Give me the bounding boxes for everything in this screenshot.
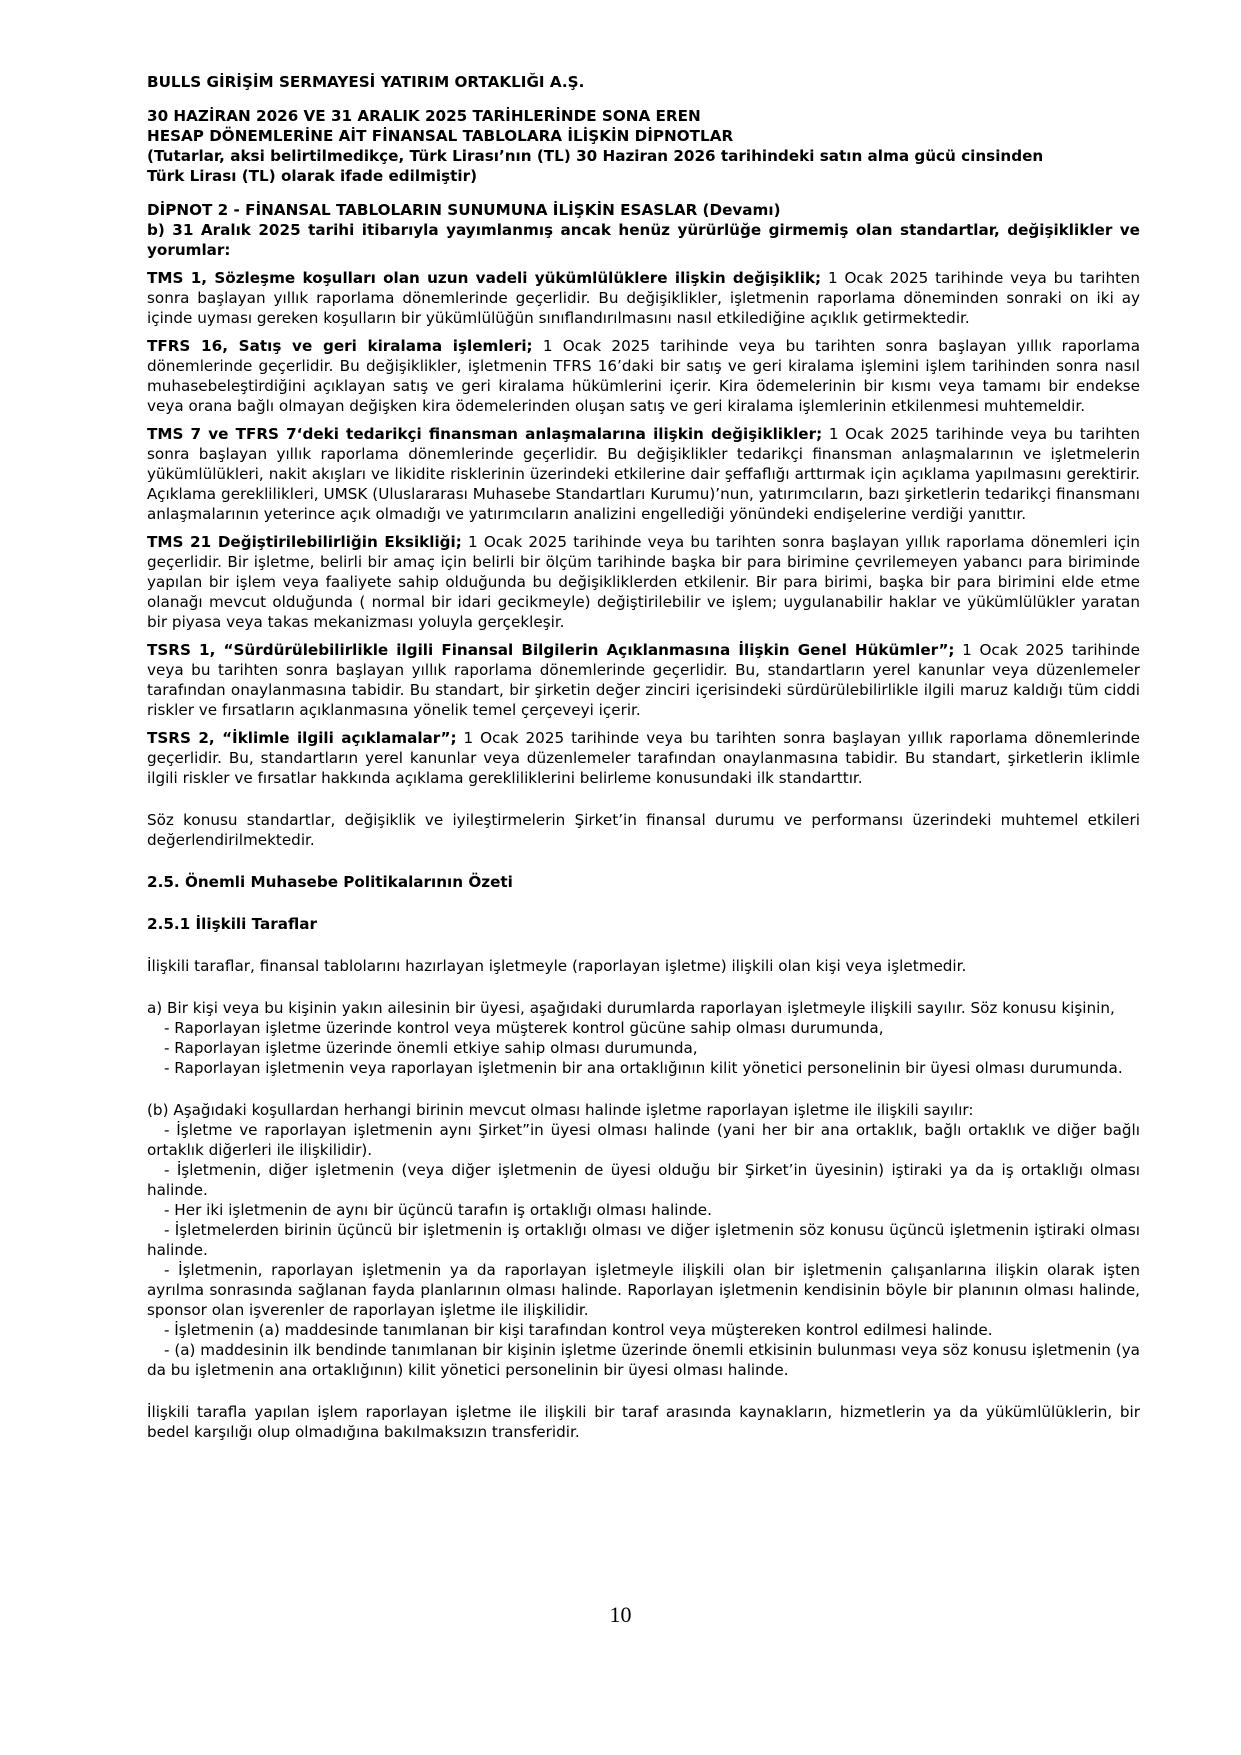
standard-item <box>147 268 1140 328</box>
standard-title: TSRS 2, “İklimle ilgili açıklamalar”; <box>147 729 457 747</box>
document-header <box>147 106 1140 186</box>
standard-title: TMS 7 ve TFRS 7‘deki tedarikçi finansman anlaşmalarına ilişkin değişiklikler; <box>147 425 823 443</box>
standard-item <box>147 424 1140 524</box>
note-title: DİPNOT 2 - FİNANSAL TABLOLARIN SUNUMUNA İLİŞKİN ESASLAR (Devamı) <box>147 201 781 219</box>
document-page <box>147 72 1140 1442</box>
standard-title: TFRS 16, Satış ve geri kiralama işlemleri; <box>147 337 533 355</box>
standard-text: 1 Ocak 2025 tarihinde veya bu tarihten sonra başlayan yıllık raporlama dönemlerinde geçerlidir. Bu değişiklikler, işletmenin raporlama döneminden sonraki on iki ay içinde uyması gereken koşulların bir yükümlülüğün sınıflandırılmasını nasıl etkilediğine açıklık getirmektedir. <box>147 269 1140 327</box>
header-line-2: HESAP DÖNEMLERİNE AİT FİNANSAL TABLOLARA İLİŞKİN DİPNOTLAR <box>147 127 734 145</box>
standard-text: 1 Ocak 2025 tarihinde veya bu tarihten sonra başlayan yıllık raporlama dönemlerinde geçerlidir. Bu, standartların yerel kanunlar veya düzenlemeler tarafından onaylanmasına tabidir. Bu standart, şirketlerin iklimle ilgili riskler ve fırsatlar hakkında açıklama gerekliliklerini belirleme konusundaki ilk standarttır. <box>147 729 1140 787</box>
clause-a-item: - Raporlayan işletme üzerinde kontrol veya müşterek kontrol gücüne sahip olması durumunda, <box>164 1019 884 1037</box>
standard-item <box>147 336 1140 416</box>
standard-item <box>147 728 1140 788</box>
header-line-1: 30 HAZİRAN 2026 VE 31 ARALIK 2025 TARİHLERİNDE SONA EREN <box>147 107 701 125</box>
related-parties-intro: İlişkili taraflar, finansal tablolarını hazırlayan işletmeyle (raporlayan işletme) ilişkili olan kişi veya işletmedir. <box>147 957 967 975</box>
section-2-5-heading: 2.5. Önemli Muhasebe Politikalarının Özeti <box>147 873 513 891</box>
standard-title: TMS 1, Sözleşme koşulları olan uzun vadeli yükümlülüklere ilişkin değişiklik; <box>147 269 822 287</box>
header-line-3: (Tutarlar, aksi belirtilmedikçe, Türk Lirası’nın (TL) 30 Haziran 2026 tarihindeki satın alma gücü cinsinden <box>147 147 1044 165</box>
standard-title: TSRS 1, “Sürdürülebilirlikle ilgili Finansal Bilgilerin Açıklanmasına İlişkin Genel Hükümler”; <box>147 641 955 659</box>
section-2-5-1-heading: 2.5.1 İlişkili Taraflar <box>147 915 318 933</box>
standard-text: 1 Ocak 2025 tarihinde veya bu tarihten sonra başlayan yıllık raporlama dönemleri için geçerlidir. Bir işletme, belirli bir amaç için belirli bir ölçüm tarihinde başka bir para birimine çevrilemeyen yabancı para biriminde yapılan bir işlem veya faaliyete sahip olduğunda bu değişikliklerden etkilenir. Bir para birimi, başka bir para birimini elde etme olanağı mevcut olduğunda ( normal bir idari gecikmeyle) değiştirilebilir ve işlem; uygulanabilir haklar ve yükümlülükler yaratan bir piyasa veya takas mekanizması yoluyla gerçekleşir. <box>147 533 1141 631</box>
related-party-transaction-definition: İlişkili tarafla yapılan işlem raporlayan işletme ile ilişkili bir taraf arasında kaynakların, hizmetlerin ya da yükümlülüklerin, bir bedel karşılığı olup olmadığına bakılmaksızın transferidir. <box>147 1403 1140 1441</box>
standard-title: TMS 21 Değiştirilebilirliğin Eksikliği; <box>147 533 462 551</box>
company-name: BULLS GİRİŞİM SERMAYESİ YATIRIM ORTAKLIĞI A.Ş. <box>147 73 585 91</box>
section-b-closing: Söz konusu standartlar, değişiklik ve iyileştirmelerin Şirket’in finansal durumu ve performansı üzerindeki muhtemel etkileri değerlendirilmektedir. <box>147 811 1140 849</box>
clause-b-text: (b) Aşağıdaki koşullardan herhangi birinin mevcut olması halinde işletme raporlayan işletme ile ilişkili sayılır: <box>147 1101 974 1119</box>
clause-a-item: - Raporlayan işletme üzerinde önemli etkiye sahip olması durumunda, <box>164 1039 698 1057</box>
standard-item <box>147 532 1140 632</box>
clause-a-text: a) Bir kişi veya bu kişinin yakın ailesinin bir üyesi, aşağıdaki durumlarda raporlayan işletmeyle ilişkili sayılır. Söz konusu kişinin, <box>147 999 1115 1017</box>
page-number: 10 <box>609 1602 632 1627</box>
clause-b-item: - İşletmenin, raporlayan işletmenin ya da raporlayan işletmeyle ilişkili olan bir işletmenin çalışanlarına ilişkin olarak işten ayrılma sonrasında sağlanan fayda planlarının olması halinde. Raporlayan işletmenin kendisinin böyle bir planının olması halinde, sponsor olan işverenler de raporlayan işletme ile ilişkilidir. <box>147 1261 1140 1319</box>
clause-b-item: - İşletmenin, diğer işletmenin (veya diğer işletmenin de üyesi olduğu bir Şirket’in üyesinin) iştiraki ya da iş ortaklığı olması halinde. <box>147 1161 1140 1199</box>
clause-a-item: - Raporlayan işletmenin veya raporlayan işletmenin bir ana ortaklığının kilit yönetici personelinin bir üyesi olması durumunda. <box>164 1059 1123 1077</box>
clause-b-item: - İşletmenin (a) maddesinde tanımlanan bir kişi tarafından kontrol veya müştereken kontrol edilmesi halinde. <box>164 1321 993 1339</box>
header-line-4: Türk Lirası (TL) olarak ifade edilmiştir) <box>147 167 478 185</box>
standard-text: 1 Ocak 2025 tarihinde veya bu tarihten sonra başlayan yıllık raporlama dönemlerinde geçerlidir. Bu değişiklikler tedarikçi finansman anlaşmalarının ve işletmelerin yükümlülükleri, nakit akışları ve likidite risklerinin üzerindeki etkilerine dair şeffaflığı arttırmak için açıklama yapılmasını gerektirir. Açıklama gereklilikleri, UMSK (Uluslararası Muhasebe Standartları Kurumu)’nun, yatırımcıların, bazı şirketlerin tedarikçi finansmanı anlaşmalarının yeterince açık olmadığı ve yatırımcıların analizini engellediği yönündeki endişelerine verdiği yanıttır. <box>147 425 1140 523</box>
clause-b-item: - İşletmelerden birinin üçüncü bir işletmenin iş ortaklığı olması ve diğer işletmenin söz konusu üçüncü işletmenin iştiraki olması halinde. <box>147 1221 1140 1259</box>
standard-item <box>147 640 1140 720</box>
clause-b-item: - İşletme ve raporlayan işletmenin aynı Şirket”in üyesi olması halinde (yani her bir ana ortaklık, bağlı ortaklık ve diğer bağlı ortaklık diğerleri ile ilişkilidir). <box>147 1121 1140 1159</box>
standard-text: 1 Ocak 2025 tarihinde veya bu tarihten sonra başlayan yıllık raporlama dönemlerinde geçerlidir. Bu değişiklikler, işletmenin TFRS 16’daki bir satış ve geri kiralama işlemini işlem tarihinden sonra nasıl muhasebeleştirdiğini açıklayan satış ve geri kiralama hükümlerini içerir. Kira ödemelerinin bir kısmı veya tamamı bir endekse veya orana bağlı olmayan değişken kira ödemelerinden oluşan satış ve geri kiralama işlemlerinin etkilenmesi muhtemeldir. <box>147 337 1140 415</box>
section-b-heading: b) 31 Aralık 2025 tarihi itibarıyla yayımlanmış ancak henüz yürürlüğe girmemiş olan standartlar, değişiklikler ve yorumlar: <box>147 221 1140 259</box>
clause-b-item: - Her iki işletmenin de aynı bir üçüncü tarafın iş ortaklığı olması halinde. <box>164 1201 712 1219</box>
standard-text: 1 Ocak 2025 tarihinde veya bu tarihten sonra başlayan yıllık raporlama dönemlerinde geçerlidir. Bu, standartların yerel kanunlar veya düzenlemeler tarafından onaylanmasına tabidir. Bu standart, bir şirketin değer zinciri içerisindeki sürdürülebilirlikle ilgili maruz kaldığı tüm ciddi riskler ve fırsatların açıklanmasına yönelik temel çerçeveyi içerir. <box>147 641 1140 719</box>
clause-b-item: - (a) maddesinin ilk bendinde tanımlanan bir kişinin işletme üzerinde önemli etkisinin bulunması veya söz konusu işletmenin (ya da bu işletmenin ana ortaklığının) kilit yönetici personelinin bir üyesi olması halinde. <box>147 1341 1140 1379</box>
